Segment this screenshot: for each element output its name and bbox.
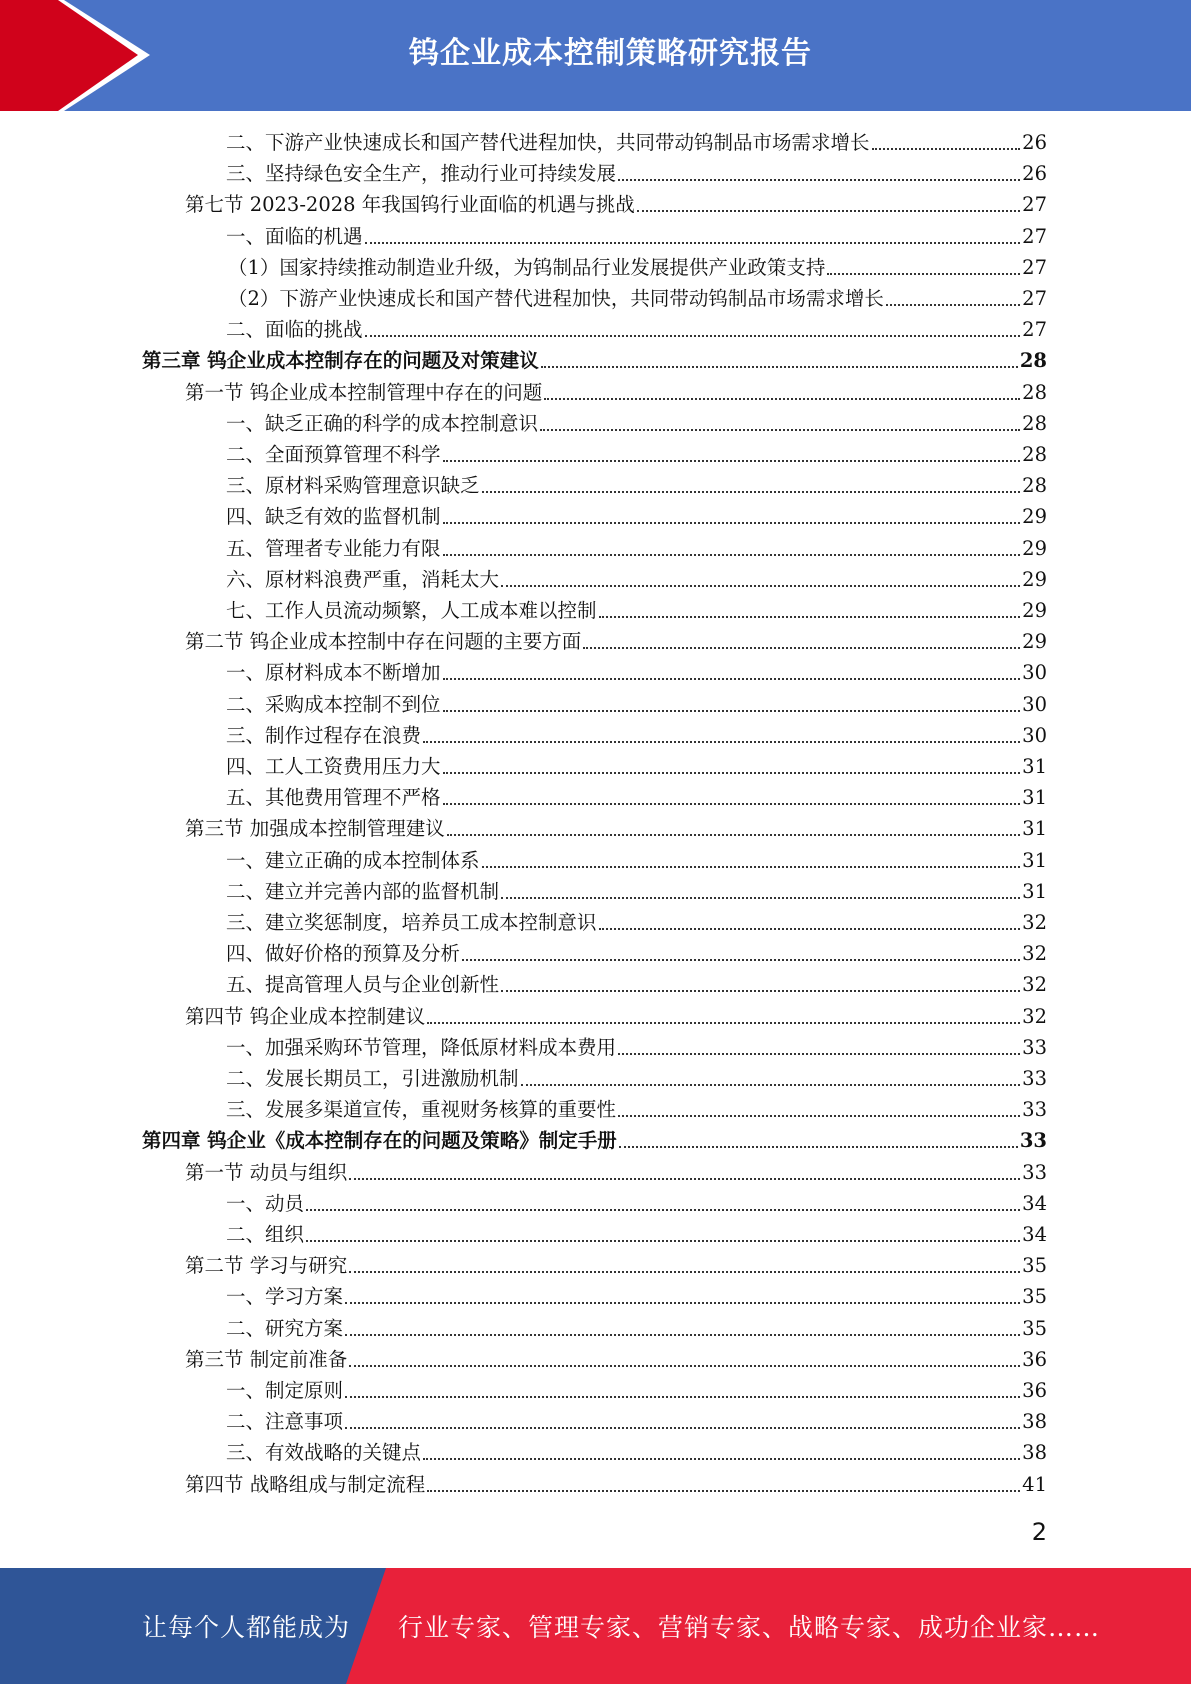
toc-entry[interactable]: [226, 782, 1047, 813]
toc-dot-leader: [427, 1490, 1020, 1492]
toc-entry-page: 34: [1022, 1191, 1047, 1215]
toc-entry-page: 27: [1022, 255, 1047, 279]
toc-entry[interactable]: [226, 907, 1047, 938]
toc-entry-title: 四、做好价格的预算及分析: [226, 942, 461, 966]
toc-entry-title: 二、研究方案: [226, 1316, 344, 1340]
toc-dot-leader: [443, 460, 1021, 462]
toc-entry[interactable]: [185, 1001, 1047, 1032]
toc-dot-leader: [637, 210, 1020, 212]
toc-entry-title: 三、制作过程存在浪费: [226, 723, 422, 747]
toc-entry-page: 27: [1022, 318, 1047, 342]
toc-entry-title: 三、有效战略的关键点: [226, 1441, 422, 1465]
toc-dot-leader: [345, 1302, 1020, 1304]
toc-entry-title: （2）下游产业快速成长和国产替代进程加快，共同带动钨制品市场需求增长: [228, 287, 884, 310]
toc-entry-page: 30: [1022, 661, 1047, 685]
toc-dot-leader: [583, 647, 1020, 649]
toc-entry-title: 四、工人工资费用压力大: [226, 755, 441, 778]
toc-entry-page: 33: [1022, 1035, 1047, 1059]
toc-dot-leader: [618, 179, 1020, 181]
toc-dot-leader: [365, 335, 1021, 337]
toc-dot-leader: [886, 304, 1020, 306]
toc-entry-title: 六、原材料浪费严重，消耗太大: [226, 567, 500, 591]
toc-entry-page: 27: [1022, 287, 1047, 310]
toc-entry-title: 一、面临的机遇: [226, 224, 363, 248]
toc-dot-leader: [443, 678, 1021, 680]
toc-entry-title: 第一节 动员与组织: [185, 1160, 348, 1184]
toc-entry-page: 31: [1022, 848, 1047, 872]
toc-entry[interactable]: [185, 1469, 1047, 1500]
toc-entry-page: 36: [1022, 1347, 1047, 1371]
toc-dot-leader: [345, 1396, 1020, 1398]
toc-entry-page: 27: [1022, 193, 1047, 217]
toc-entry-title: 二、下游产业快速成长和国产替代进程加快，共同带动钨制品市场需求增长: [226, 131, 870, 154]
toc-entry-title: 第四节 战略组成与制定流程: [185, 1472, 426, 1496]
toc-entry-page: 29: [1022, 505, 1047, 529]
toc-entry-page: 30: [1022, 692, 1047, 716]
toc-entry[interactable]: [226, 408, 1047, 439]
toc-entry[interactable]: [228, 283, 1047, 314]
toc-entry-page: 41: [1022, 1472, 1047, 1496]
toc-entry[interactable]: [226, 1281, 1047, 1312]
toc-entry-page: 31: [1022, 786, 1047, 810]
toc-entry-page: 33: [1022, 1067, 1047, 1090]
toc-entry[interactable]: [226, 439, 1047, 470]
toc-dot-leader: [427, 1022, 1020, 1024]
toc-entry-title: 五、提高管理人员与企业创新性: [226, 973, 500, 997]
toc-dot-leader: [345, 1334, 1020, 1336]
toc-entry[interactable]: [226, 1032, 1047, 1063]
toc-entry-page: 38: [1022, 1410, 1047, 1434]
toc-dot-leader: [618, 1053, 1020, 1055]
toc-entry-page: 28: [1022, 411, 1047, 435]
toc-entry-title: 二、采购成本控制不到位: [226, 692, 441, 716]
page-number: 2: [1031, 1518, 1047, 1546]
toc-entry-title: 第三节 加强成本控制管理建议: [185, 817, 445, 841]
toc-dot-leader: [443, 522, 1021, 524]
toc-entry-page: 29: [1022, 536, 1047, 560]
toc-dot-leader: [365, 242, 1021, 244]
toc-dot-leader: [482, 866, 1021, 868]
toc-dot-leader: [447, 834, 1020, 836]
toc-entry-page: 26: [1022, 162, 1047, 186]
toc-entry-title: 二、组织: [226, 1223, 305, 1246]
toc-entry[interactable]: [226, 533, 1047, 564]
toc-entry[interactable]: [142, 345, 1047, 376]
toc-entry-title: 三、原材料采购管理意识缺乏: [226, 474, 480, 498]
toc-entry-title: 五、管理者专业能力有限: [226, 536, 441, 560]
toc-entry-page: 28: [1022, 380, 1047, 404]
toc-dot-leader: [618, 1115, 1020, 1117]
toc-entry[interactable]: [226, 876, 1047, 907]
toc-entry-title: 第一节 钨企业成本控制管理中存在的问题: [185, 380, 543, 404]
toc-entry[interactable]: [226, 1437, 1047, 1468]
toc-dot-leader: [306, 1240, 1020, 1242]
toc-entry[interactable]: [226, 1406, 1047, 1437]
toc-entry-page: 27: [1022, 224, 1047, 248]
toc-entry[interactable]: [226, 1313, 1047, 1344]
toc-entry[interactable]: [226, 1375, 1047, 1406]
toc-entry-title: 七、工作人员流动频繁，人工成本难以控制: [226, 599, 597, 622]
toc-entry[interactable]: [226, 127, 1047, 158]
toc-entry-page: 32: [1022, 1004, 1047, 1028]
toc-dot-leader: [599, 928, 1021, 930]
toc-entry[interactable]: [226, 470, 1047, 501]
toc-dot-leader: [827, 273, 1020, 275]
toc-dot-leader: [540, 429, 1020, 431]
toc-entry[interactable]: [226, 689, 1047, 720]
toc-entry-title: 第四章 钨企业《成本控制存在的问题及策略》制定手册: [142, 1129, 617, 1153]
toc-entry-page: 31: [1022, 817, 1047, 841]
page-footer: [0, 1568, 1191, 1684]
toc-entry-title: 一、缺乏正确的科学的成本控制意识: [226, 411, 539, 435]
toc-entry-title: 二、建立并完善内部的监督机制: [226, 879, 500, 903]
toc-entry-title: 二、注意事项: [226, 1410, 344, 1434]
toc-entry-page: 31: [1022, 755, 1047, 778]
toc-entry-title: 一、动员: [226, 1191, 305, 1215]
page-header: [0, 0, 1191, 111]
toc-entry-title: 第三章 钨企业成本控制存在的问题及对策建议: [142, 349, 539, 373]
toc-entry[interactable]: [226, 314, 1047, 345]
toc-dot-leader: [619, 1146, 1018, 1148]
toc-entry-page: 35: [1022, 1285, 1047, 1309]
toc-entry[interactable]: [185, 1250, 1047, 1281]
toc-entry-title: 二、发展长期员工，引进激励机制: [226, 1067, 519, 1090]
toc-entry[interactable]: [226, 845, 1047, 876]
toc-entry-title: 三、坚持绿色安全生产，推动行业可持续发展: [226, 162, 617, 186]
toc-entry-page: 33: [1022, 1098, 1047, 1122]
toc-dot-leader: [349, 1178, 1020, 1180]
toc-dot-leader: [345, 1427, 1020, 1429]
toc-entry-title: 一、制定原则: [226, 1379, 344, 1402]
toc-entry[interactable]: [226, 221, 1047, 252]
toc-entry-page: 36: [1022, 1379, 1047, 1402]
toc-entry-title: 三、建立奖惩制度，培养员工成本控制意识: [226, 911, 597, 934]
toc-dot-leader: [482, 491, 1021, 493]
toc-entry[interactable]: [185, 813, 1047, 844]
toc-dot-leader: [599, 616, 1021, 618]
toc-entry-page: 29: [1022, 599, 1047, 622]
toc-entry-page: 32: [1022, 911, 1047, 934]
toc-entry-title: （1）国家持续推动制造业升级，为钨制品行业发展提供产业政策支持: [228, 255, 826, 279]
toc-entry[interactable]: [226, 564, 1047, 595]
toc-entry-page: 33: [1022, 1160, 1047, 1184]
toc-entry-title: 一、学习方案: [226, 1285, 344, 1309]
toc-entry[interactable]: [228, 252, 1047, 283]
toc-entry[interactable]: [226, 1219, 1047, 1250]
toc-entry-page: 33: [1019, 1129, 1047, 1153]
document-title: 钨企业成本控制策略研究报告: [409, 36, 812, 71]
toc-entry-page: 32: [1022, 942, 1047, 966]
toc-entry-title: 二、全面预算管理不科学: [226, 443, 441, 466]
toc-entry-page: 34: [1022, 1223, 1047, 1246]
toc-entry[interactable]: [185, 626, 1047, 657]
toc-dot-leader: [306, 1209, 1020, 1211]
toc-entry-title: 一、建立正确的成本控制体系: [226, 848, 480, 872]
toc-entry-page: 35: [1022, 1316, 1047, 1340]
toc-entry[interactable]: [226, 720, 1047, 751]
toc-entry-title: 四、缺乏有效的监督机制: [226, 505, 441, 529]
toc-entry-page: 31: [1022, 879, 1047, 903]
toc-entry-page: 28: [1019, 349, 1047, 373]
toc-entry[interactable]: [226, 969, 1047, 1000]
toc-dot-leader: [443, 772, 1021, 774]
footer-slogan-right: 行业专家、管理专家、营销专家、战略专家、成功企业家……: [398, 1613, 1101, 1642]
toc-entry-title: 一、加强采购环节管理，降低原材料成本费用: [226, 1035, 617, 1059]
toc-entry-title: 第三节 制定前准备: [185, 1347, 348, 1371]
toc-dot-leader: [462, 959, 1020, 961]
toc-dot-leader: [423, 1458, 1020, 1460]
toc-dot-leader: [541, 366, 1018, 368]
toc-entry[interactable]: [226, 1063, 1047, 1094]
toc-dot-leader: [872, 148, 1021, 150]
toc-dot-leader: [544, 398, 1020, 400]
toc-entry-title: 二、面临的挑战: [226, 318, 363, 342]
toc-entry-page: 26: [1022, 131, 1047, 154]
toc-entry[interactable]: [185, 1157, 1047, 1188]
toc-entry-page: 29: [1022, 630, 1047, 654]
toc-dot-leader: [501, 585, 1020, 587]
toc-dot-leader: [443, 554, 1021, 556]
toc-entry[interactable]: [226, 158, 1047, 189]
toc-entry[interactable]: [226, 595, 1047, 626]
toc-entry[interactable]: [226, 1188, 1047, 1219]
toc-dot-leader: [423, 741, 1020, 743]
toc-entry-title: 第二节 钨企业成本控制中存在问题的主要方面: [185, 630, 582, 654]
toc-entry[interactable]: [226, 657, 1047, 688]
toc-entry[interactable]: [226, 938, 1047, 969]
toc-entry[interactable]: [142, 1125, 1047, 1156]
toc-dot-leader: [443, 710, 1021, 712]
toc-dot-leader: [349, 1365, 1020, 1367]
toc-entry-title: 五、其他费用管理不严格: [226, 786, 441, 810]
toc-entry-page: 32: [1022, 973, 1047, 997]
toc-entry[interactable]: [185, 189, 1047, 220]
toc-entry-page: 30: [1022, 723, 1047, 747]
toc-entry-title: 第二节 学习与研究: [185, 1254, 348, 1278]
toc-entry[interactable]: [226, 751, 1047, 782]
toc-entry[interactable]: [185, 1344, 1047, 1375]
toc-entry-title: 三、发展多渠道宣传，重视财务核算的重要性: [226, 1098, 617, 1122]
toc-dot-leader: [501, 897, 1020, 899]
toc-entry-title: 一、原材料成本不断增加: [226, 661, 441, 685]
toc-entry-title: 第七节 2023-2028 年我国钨行业面临的机遇与挑战: [185, 193, 635, 217]
toc-dot-leader: [501, 990, 1020, 992]
toc-dot-leader: [443, 803, 1021, 805]
toc-entry[interactable]: [185, 377, 1047, 408]
toc-entry[interactable]: [226, 1094, 1047, 1125]
toc-entry-page: 38: [1022, 1441, 1047, 1465]
toc-entry-page: 29: [1022, 567, 1047, 591]
toc-entry-page: 35: [1022, 1254, 1047, 1278]
toc-entry-title: 第四节 钨企业成本控制建议: [185, 1004, 426, 1028]
toc-dot-leader: [521, 1084, 1021, 1086]
toc-entry[interactable]: [226, 501, 1047, 532]
toc-entry-page: 28: [1022, 443, 1047, 466]
toc-entry-page: 28: [1022, 474, 1047, 498]
toc-dot-leader: [349, 1271, 1020, 1273]
footer-slogan-left: 让每个人都能成为: [142, 1613, 351, 1642]
